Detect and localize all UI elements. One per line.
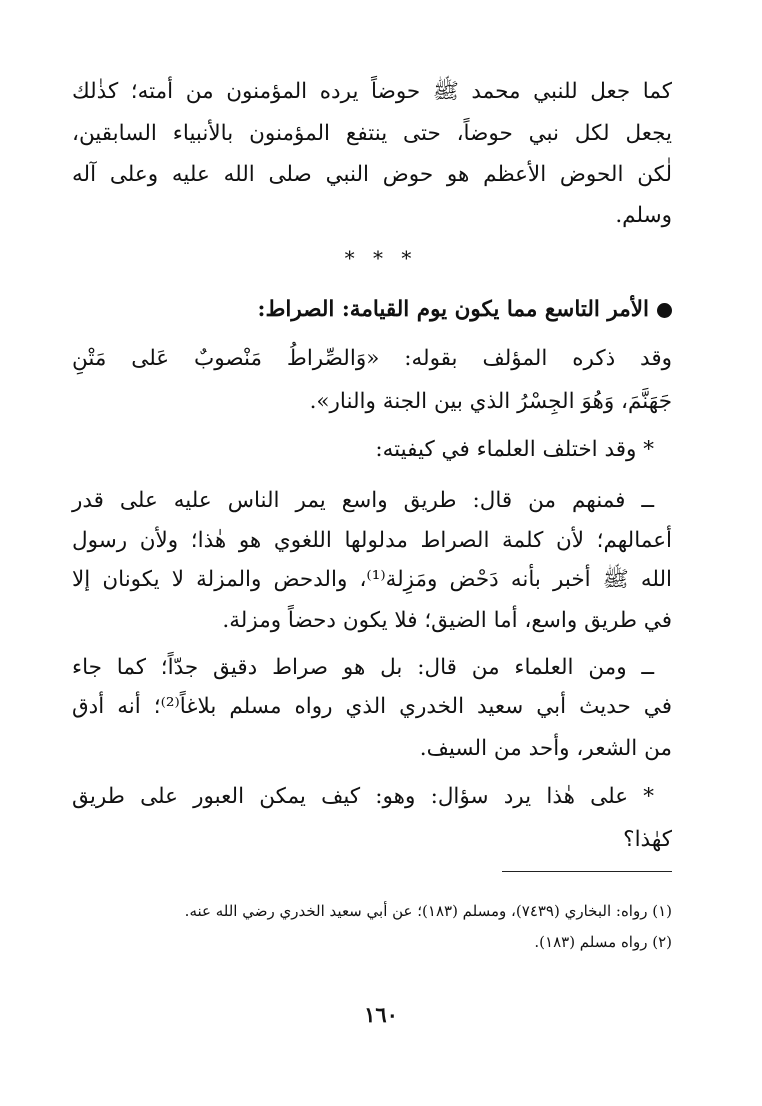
bullet-icon bbox=[657, 303, 672, 318]
paragraph-5-line-2: في حديث أبي سعيد الخدري الذي رواه مسلم بلاغاً⁽²⁾؛ أنه أدق bbox=[72, 694, 672, 719]
paragraph-2-line-1: وقد ذكره المؤلف بقوله: «وَالصِّراطُ مَنْصوبٌ عَلى مَتْنِ bbox=[72, 346, 672, 371]
paragraph-4-line-3: الله ﷺ أخبر بأنه دَحْض ومَزِلة⁽¹⁾، والدحض والمزلة لا يكونان إلا bbox=[72, 567, 673, 592]
paragraph-3: * وقد اختلف العلماء في كيفيته: bbox=[375, 437, 654, 462]
paragraph-1-line-4: وسلم. bbox=[615, 203, 672, 228]
paragraph-5-line-3: من الشعر، وأحد من السيف. bbox=[419, 736, 672, 761]
paragraph-6-line-1: * على هٰذا يرد سؤال: وهو: كيف يمكن العبور على طريق bbox=[72, 784, 654, 809]
paragraph-4-line-2: أعمالهم؛ لأن كلمة الصراط مدلولها اللغوي هو هٰذا؛ ولأن رسول bbox=[72, 528, 672, 553]
paragraph-1-line-3: لٰكن الحوض الأعظم هو حوض النبي صلى الله عليه وعلى آله bbox=[72, 162, 672, 187]
footnote-2: (٢) رواه مسلم (١٨٣). bbox=[534, 933, 672, 951]
paragraph-1-line-1: كما جعل للنبي محمد ﷺ حوضاً يرده المؤمنون من أمته؛ كذٰلك bbox=[72, 79, 672, 104]
paragraph-5-line-1: ــ ومن العلماء من قال: بل هو صراط دقيق جدّاً؛ كما جاء bbox=[72, 655, 654, 680]
paragraph-4-line-1: ــ فمنهم من قال: طريق واسع يمر الناس عليه على قدر bbox=[72, 488, 654, 513]
footnote-divider bbox=[502, 871, 672, 872]
page-number: ١٦٠ bbox=[364, 1002, 398, 1027]
paragraph-4-line-4: في طريق واسع، أما الضيق؛ فلا يكون دحضاً ومزلة. bbox=[222, 608, 672, 633]
paragraph-2-line-2: جَهَنَّمَ، وَهُوَ الجِسْرُ الذي بين الجنة والنار». bbox=[309, 389, 672, 414]
paragraph-1-line-2: يجعل لكل نبي حوضاً، حتى ينتفع المؤمنون بالأنبياء السابقين، bbox=[72, 121, 672, 146]
footnote-1: (١) رواه: البخاري (٧٤٣٩)، ومسلم (١٨٣)؛ عن أبي سعيد الخدري رضي الله عنه. bbox=[184, 902, 672, 920]
section-heading-text: الأمر التاسع مما يكون يوم القيامة: الصراط: bbox=[257, 297, 649, 322]
section-heading bbox=[72, 290, 672, 330]
paragraph-6-line-2: كهٰذا؟ bbox=[623, 827, 672, 852]
section-separator: * * * bbox=[344, 246, 418, 270]
